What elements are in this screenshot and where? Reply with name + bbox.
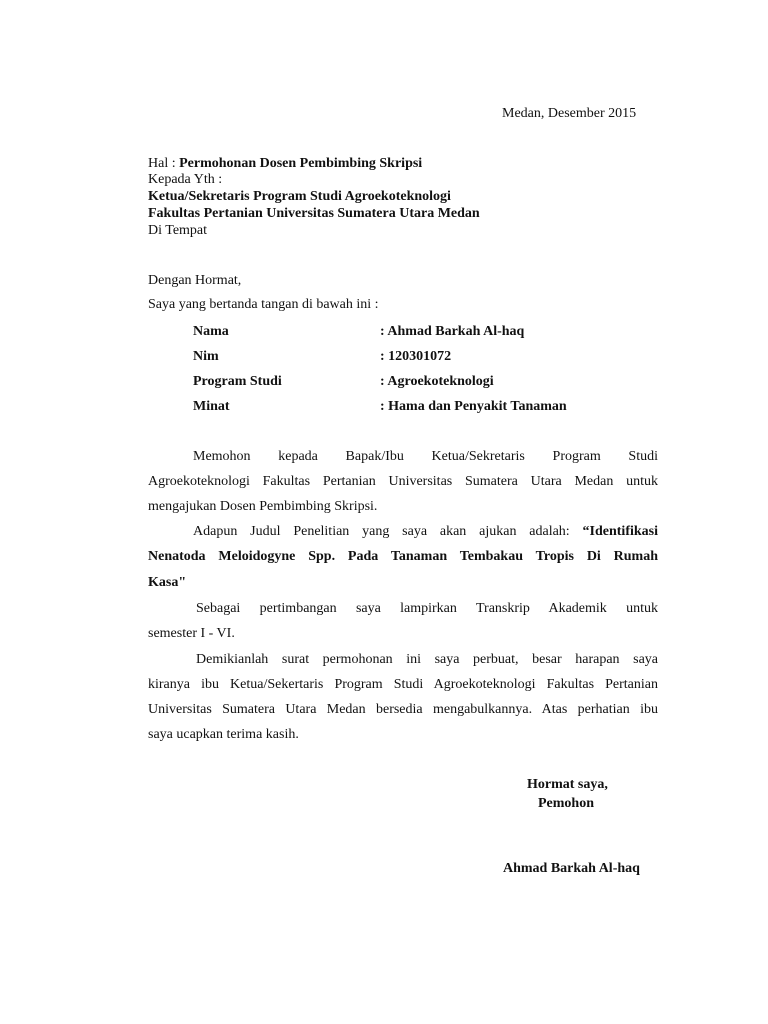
paragraph-4-line-1: Demikianlah surat permohonan ini saya perbuat, besar harapan saya	[196, 652, 658, 667]
subject-label: Hal :	[148, 156, 180, 171]
identity-label-program-studi: Program Studi	[193, 374, 282, 389]
to-label: Kepada Yth :	[148, 172, 223, 187]
paragraph-3-line-2: semester I - VI.	[148, 626, 235, 641]
paragraph-1-line-1: Memohon kepada Bapak/Ibu Ketua/Sekretaris Program Studi	[193, 449, 658, 464]
closing: Hormat saya,	[527, 777, 608, 792]
paragraph-4-line-2: kiranya ibu Ketua/Sekertaris Program Studi Agroekoteknologi Fakultas Pertanian	[148, 677, 658, 692]
identity-label-minat: Minat	[193, 399, 230, 414]
recipient-line-1: Ketua/Sekretaris Program Studi Agroekoteknologi	[148, 189, 451, 204]
identity-value-minat: : Hama dan Penyakit Tanaman	[380, 399, 567, 414]
place-date: Medan, Desember 2015	[502, 106, 637, 121]
recipient-place: Di Tempat	[148, 223, 208, 238]
paragraph-2-line-1	[193, 523, 658, 540]
identity-value-nim: : 120301072	[380, 349, 452, 364]
paragraph-4-line-3: Universitas Sumatera Utara Medan bersedia mengabulkannya. Atas perhatian ibu	[148, 702, 658, 717]
paragraph-3-line-1: Sebagai pertimbangan saya lampirkan Transkrip Akademik untuk	[196, 601, 658, 616]
greeting: Dengan Hormat,	[148, 273, 242, 288]
paragraph-1-line-3: mengajukan Dosen Pembimbing Skripsi.	[148, 499, 378, 514]
subject-line	[148, 155, 422, 172]
signature-name: Ahmad Barkah Al-haq	[503, 861, 640, 876]
research-title-line-3: Kasa"	[148, 575, 187, 590]
identity-label-nama: Nama	[193, 324, 229, 339]
recipient-line-2: Fakultas Pertanian Universitas Sumatera Utara Medan	[148, 206, 480, 221]
identity-value-program-studi: : Agroekoteknologi	[380, 374, 494, 389]
identity-value-nama: : Ahmad Barkah Al-haq	[380, 324, 525, 339]
research-title-start: “Identifikasi	[582, 524, 658, 539]
intro-line: Saya yang bertanda tangan di bawah ini :	[148, 297, 379, 312]
closing-role: Pemohon	[538, 796, 594, 811]
paragraph-4-line-4: saya ucapkan terima kasih.	[148, 727, 299, 742]
research-title-line-2: Nenatoda Meloidogyne Spp. Pada Tanaman Tembakau Tropis Di Rumah	[148, 549, 658, 564]
subject-text: Permohonan Dosen Pembimbing Skripsi	[179, 156, 423, 171]
paragraph-1-line-2: Agroekoteknologi Fakultas Pertanian Universitas Sumatera Utara Medan untuk	[148, 474, 658, 489]
identity-label-nim: Nim	[193, 349, 219, 364]
paragraph-2-line-1-text: Adapun Judul Penelitian yang saya akan ajukan adalah:	[193, 524, 583, 539]
